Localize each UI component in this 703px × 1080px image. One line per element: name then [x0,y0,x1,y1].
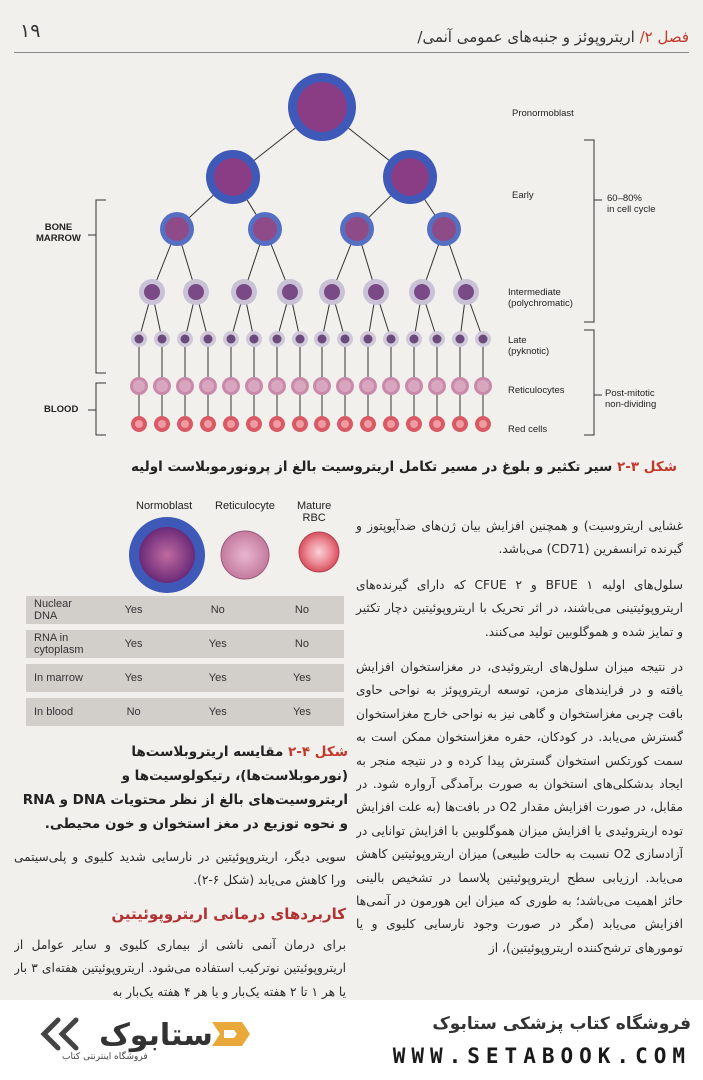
early-normoblast-cell [340,212,374,246]
right-paragraph-3: در نتیجه میزان سلول‌های اریتروئیدی، در مغزاستخوان افزایش یافته و در فرایندهای مزمن، توسعه اریتروپوئز به نواحی حاوی بافت چربی مغزاستخوان و گاهی نیز به نواحی خارج مغزاستخوان گسترش می‌یابد. در کودکان، حفره مغزاستخوان ممکن است به سمت کورتکس استخوان گسترش پیدا کرده و در نتیجه منجر به ایجاد بدشکلی‌های استخوان به صورت برآمدگی آرواره شود. در مقابل، در صورت افزایش مقدار O2 در بافت‌ها (به علت افزایش توده اریتروئیدی یا افزایش میزان هموگلوبین با افزایش توانایی در آزادسازی O2 نسبت به حالت طبیعی) میزان اریتروپوئیتین کاهش می‌یابد. ارزیابی سطح اریتروپوئیتین پلاسما در تشخیص بالینی حائز اهمیت می‌باشد؛ به طوری که میزان این هورمون در آنمی‌ها افزایش می‌یابد (مگر در صورت وجود نارسایی کلیوی و یا تومورهای ترشح‌کننده اریتروپوئیتین)، از [356,660,683,955]
page-number: ۱۹ [20,20,41,42]
row-label: In marrow [26,664,92,692]
label-bone-marrow: BONE MARROW [36,222,81,244]
red-blood-cell [337,416,353,432]
table-cell: No [92,698,176,726]
chapter-label: فصل ۲/ [639,28,689,46]
intermediate-normoblast-cell [183,279,209,305]
row-label: In blood [26,698,92,726]
label-intermediate: Intermediate (polychromatic) [508,287,573,309]
red-blood-cell [177,416,193,432]
late-normoblast-cell [406,331,422,347]
normoblast-nucleus [139,527,195,583]
reticulocyte-cell [313,377,331,395]
reticulocyte-cell [474,377,492,395]
early-normoblast-cell [427,212,461,246]
reticulocyte-cell [245,377,263,395]
early-normoblast-cell [248,212,282,246]
table-cell: Yes [260,698,344,726]
table-cell: No [260,596,344,624]
right-paragraph-1: غشایی اریتروسیت) و همچنین افزایش بیان ژن‌های ضدآپوپتوز و گیرنده ترانسفرین (CD71) می‌باشد. [356,519,683,557]
table-cell: Yes [92,630,176,658]
left-paragraph-2: برای درمان آنمی ناشی از بیماری کلیوی و سایر عوامل از اریتروپوئیتین نوترکیب استفاده می‌شود. اریتروپوئیتین هفته‌ای ۳ بار یا هر ۱ تا ۲ هفته یک‌بار و یا هر ۴ هفته یک‌بار به [14,938,346,999]
reticulocyte-cell [359,377,377,395]
red-blood-cell [429,416,445,432]
table-cell: Yes [92,664,176,692]
early-normoblast-cell [383,150,437,204]
header-rule [14,52,689,53]
pronormoblast-cell [288,73,356,141]
reticulocyte-cell [268,377,286,395]
label-reticulocytes: Reticulocytes [508,385,565,396]
cell-cycle-bracket [584,140,594,322]
blood-bracket [96,383,106,435]
red-blood-cell [154,416,170,432]
logo-subtitle: فروشگاه اینترنتی کتاب [62,1052,148,1062]
intermediate-normoblast-cell [363,279,389,305]
label-reticulocyte: Reticulocyte [215,500,275,512]
label-blood: BLOOD [44,404,79,415]
label-cell-cycle: 60–80% in cell cycle [607,193,656,215]
running-header [417,28,689,46]
late-normoblast-cell [429,331,445,347]
reticulocyte-cell [451,377,469,395]
late-normoblast-cell [154,331,170,347]
red-blood-cell [475,416,491,432]
red-blood-cell [360,416,376,432]
late-normoblast-cell [314,331,330,347]
table-cell: Yes [260,664,344,692]
late-normoblast-cell [246,331,262,347]
setabook-logo [36,1012,266,1056]
right-paragraph-2: سلول‌های اولیه BFU‌E ۱ و CFU‌E ۲ که دارای گیرنده‌های اریتروپوئیتینی می‌باشند، در اثر تحریک با اریتروپوئیتین دچار تکثیر و تمایز شده و هموگلوبین تولید می‌کنند. [356,578,683,639]
figure4-caption-text: مقایسه اریتروبلاست‌ها (نورموبلاست‌ها)، رتیکولوسیت‌ها و اریتروسیت‌های بالغ از نظر محتویات DNA و RNA و نحوه توزیع در مغز استخوان و خون محیطی. [22,744,348,832]
table-row [26,698,344,726]
red-blood-cell [131,416,147,432]
late-normoblast-cell [383,331,399,347]
intermediate-normoblast-cell [277,279,303,305]
section-heading: کاربردهای درمانی اریتروپوئیتین [111,905,346,923]
label-normoblast: Normoblast [136,500,193,512]
chapter-title: اریتروپوئز و جنبه‌های عمومی آنمی/ [417,28,635,46]
late-normoblast-cell [292,331,308,347]
reticulocyte-cell [199,377,217,395]
intermediate-normoblast-cell [139,279,165,305]
reticulocyte-cell [222,377,240,395]
early-normoblast-cell [206,150,260,204]
comparison-table [26,590,344,732]
table-cell: No [176,596,260,624]
red-blood-cell [383,416,399,432]
late-normoblast-cell [223,331,239,347]
store-url[interactable]: WWW.SETABOOK.COM [392,1044,691,1068]
figure3-caption [17,455,677,479]
late-normoblast-cell [360,331,376,347]
late-normoblast-cell [337,331,353,347]
store-name: فروشگاه کتاب پزشکی ستابوک [432,1014,691,1034]
bone-marrow-bracket [96,200,106,373]
reticulocyte-cell [405,377,423,395]
table-cell: Yes [176,698,260,726]
table-cell: Yes [176,630,260,658]
label-post-mitotic: Post-mitotic non-dividing [605,388,657,410]
figure4-number: شکل ۴-۲ [288,744,348,760]
mature-rbc-cell [299,532,339,572]
red-blood-cell [246,416,262,432]
red-blood-cell [223,416,239,432]
red-blood-cell [314,416,330,432]
figure4-cells [120,512,360,598]
red-blood-cell [200,416,216,432]
reticulocyte-cell [428,377,446,395]
left-paragraph-1: سویی دیگر، اریتروپوئیتین در نارسایی شدید کلیوی و پلی‌سیتمی ورا کاهش می‌یابد (شکل ۶-۲). [14,850,346,888]
row-label: RNA in cytoplasm [26,630,92,658]
post-mitotic-bracket [584,330,594,435]
figure3-caption-text: سیر تکثیر و بلوغ در مسیر تکامل اریتروسیت بالغ از پرونورموبلاست اولیه [130,459,617,475]
reticulocyte-cell [221,531,269,579]
reticulocyte-cell [336,377,354,395]
figure3-number: شکل ۳-۲ [617,459,677,475]
late-normoblast-cell [200,331,216,347]
erythropoiesis-tree-figure [0,60,703,460]
intermediate-normoblast-cell [409,279,435,305]
table-row [26,596,344,624]
intermediate-normoblast-cell [319,279,345,305]
label-early: Early [512,190,534,201]
reticulocyte-cell [176,377,194,395]
label-red-cells: Red cells [508,424,548,435]
early-normoblast-cell [160,212,194,246]
late-normoblast-cell [131,331,147,347]
red-blood-cell [292,416,308,432]
table-cell: Yes [176,664,260,692]
reticulocyte-cell [291,377,309,395]
label-pronormoblast: Pronormoblast [512,108,574,119]
svg-text:ستابوک: ستابوک [99,1018,213,1053]
late-normoblast-cell [177,331,193,347]
late-normoblast-cell [452,331,468,347]
table-cell: Yes [92,596,176,624]
label-late: Late (pyknotic) [508,335,550,357]
label-mature-rbc: Mature RBC [297,500,332,524]
red-blood-cell [406,416,422,432]
table-cell: No [260,630,344,658]
footer-banner [0,1000,703,1080]
figure4-caption [18,740,348,836]
late-normoblast-cell [269,331,285,347]
intermediate-normoblast-cell [453,279,479,305]
late-normoblast-cell [475,331,491,347]
reticulocyte-cell [153,377,171,395]
intermediate-normoblast-cell [231,279,257,305]
red-blood-cell [269,416,285,432]
reticulocyte-cell [382,377,400,395]
table-row [26,630,344,658]
red-blood-cell [452,416,468,432]
reticulocyte-cell [130,377,148,395]
row-label: Nuclear DNA [26,596,92,624]
table-row [26,664,344,692]
